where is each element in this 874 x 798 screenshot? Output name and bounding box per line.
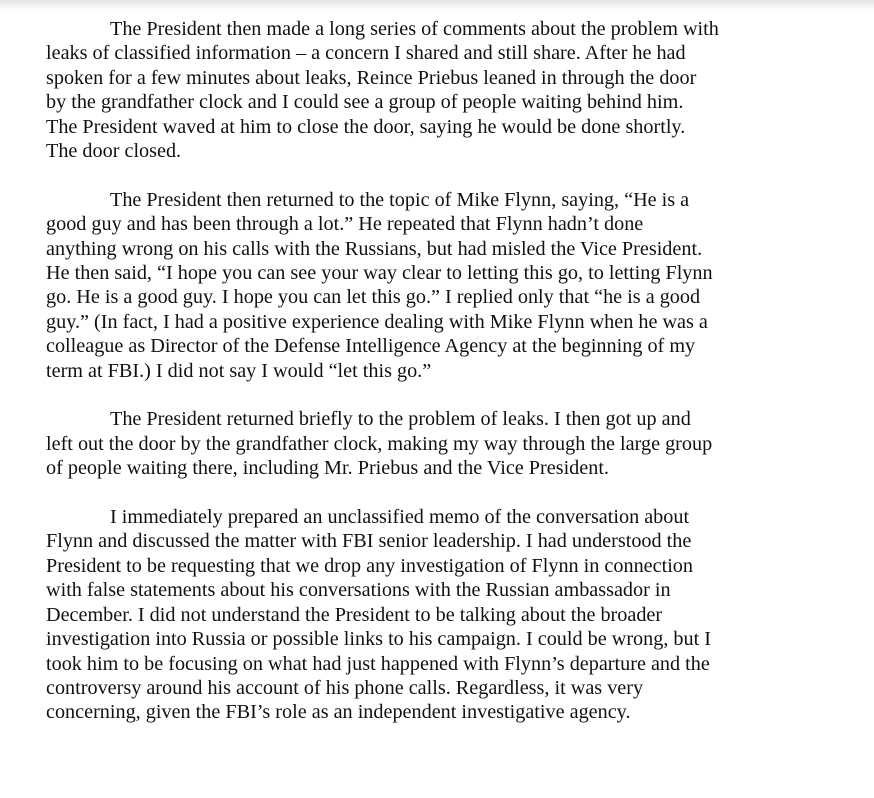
text-line: with false statements about his conversations with the Russian ambassador in bbox=[46, 579, 671, 602]
text-line: He then said, “I hope you can see your way clear to letting this go, to letting Flynn bbox=[46, 262, 713, 285]
text-line: The President returned briefly to the problem of leaks. I then got up and bbox=[110, 408, 691, 431]
text-line: anything wrong on his calls with the Russians, but had misled the Vice President. bbox=[46, 237, 703, 260]
text-line: investigation into Russia or possible links to his campaign. I could be wrong, but I bbox=[46, 628, 711, 651]
text-line: The President waved at him to close the door, saying he would be done shortly. bbox=[46, 115, 686, 138]
text-line: leaks of classified information – a concern I shared and still share. After he had bbox=[46, 42, 686, 65]
text-line: good guy and has been through a lot.” He repeated that Flynn hadn’t done bbox=[46, 213, 644, 236]
text-line: guy.” (In fact, I had a positive experience dealing with Mike Flynn when he was a bbox=[46, 310, 708, 333]
top-edge-shadow bbox=[0, 0, 874, 10]
paragraph-1 bbox=[46, 17, 826, 163]
text-line: term at FBI.) I did not say I would “let this go.” bbox=[46, 359, 432, 382]
text-line: spoken for a few minutes about leaks, Reince Priebus leaned in through the door bbox=[46, 66, 697, 89]
text-line: The President then made a long series of comments about the problem with bbox=[110, 18, 719, 40]
text-line: took him to be focusing on what had just happened with Flynn’s departure and the bbox=[46, 652, 710, 675]
text-line: of people waiting there, including Mr. Priebus and the Vice President. bbox=[46, 457, 609, 480]
text-line: Flynn and discussed the matter with FBI senior leadership. I had understood the bbox=[46, 530, 692, 553]
text-line: concerning, given the FBI’s role as an independent investigative agency. bbox=[46, 701, 631, 724]
text-line: controversy around his account of his phone calls. Regardless, it was very bbox=[46, 676, 644, 699]
text-line: by the grandfather clock and I could see a group of people waiting behind him. bbox=[46, 91, 684, 114]
text-line: The door closed. bbox=[46, 140, 182, 163]
paragraph-2 bbox=[46, 188, 826, 383]
text-line: President to be requesting that we drop any investigation of Flynn in connection bbox=[46, 554, 693, 577]
text-line: colleague as Director of the Defense Intelligence Agency at the beginning of my bbox=[46, 335, 696, 358]
text-line: I immediately prepared an unclassified memo of the conversation about bbox=[110, 506, 690, 529]
text-line: The President then returned to the topic of Mike Flynn, saying, “He is a bbox=[110, 188, 690, 211]
text-line: go. He is a good guy. I hope you can let this go.” I replied only that “he is a good bbox=[46, 286, 701, 309]
document-body bbox=[46, 17, 826, 749]
text-line: left out the door by the grandfather clock, making my way through the large group bbox=[46, 432, 713, 455]
text-line: December. I did not understand the President to be talking about the broader bbox=[46, 603, 663, 626]
paragraph-3 bbox=[46, 407, 826, 480]
paragraph-4 bbox=[46, 505, 826, 725]
